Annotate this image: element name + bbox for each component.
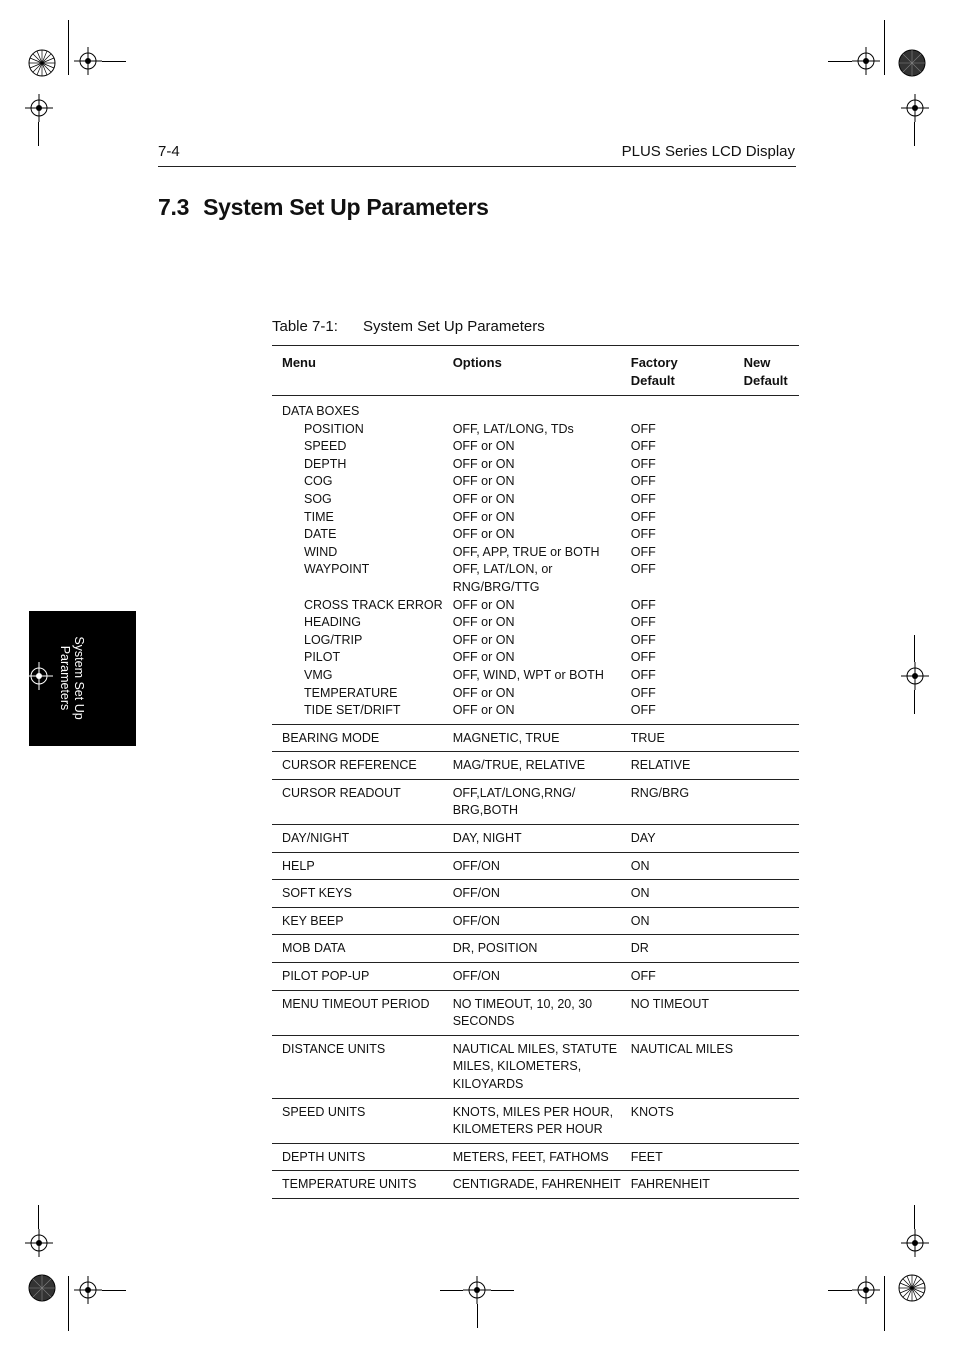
chapter-side-tab-label: System Set Up Parameters [58,636,86,720]
header-rule [158,166,796,167]
registration-mark [25,1229,53,1257]
crop-line [914,635,915,662]
data-box-item-options: OFF, APP, TRUE or BOTH [452,544,600,559]
factory-default-cell: FAHRENHEIT [621,1171,734,1199]
registration-mark [852,1276,880,1304]
crop-line [38,1205,39,1229]
data-box-item-factory-default: OFF [630,527,656,542]
options-cell: OFF/ON [443,963,621,991]
data-box-item-menu: POSITION [304,421,364,436]
options-cell: MAGNETIC, TRUE [443,724,621,752]
new-default-cell [734,935,799,963]
rosette-target [28,1274,56,1302]
data-box-item-options: OFF, LAT/LONG, TDs [452,421,574,436]
factory-default-cell: KNOTS [621,1098,734,1143]
crop-line [68,20,69,75]
options-cell: CENTIGRADE, FAHRENHEIT [443,1171,621,1199]
new-default-cell [734,1098,799,1143]
column-header-factory-default: Factory Default [621,346,734,396]
data-box-item-factory-default: OFF [630,667,656,682]
data-box-item-factory-default: OFF [630,509,656,524]
menu-cell: SPEED UNITS [272,1098,443,1143]
column-header-options: Options [443,346,621,396]
data-box-item-factory-default: OFF [630,474,656,489]
table-row-data-boxes [272,396,799,725]
menu-cell: CURSOR READOUT [272,779,443,824]
crop-line [477,1304,478,1328]
table-row [272,852,799,880]
data-box-item-options: OFF, WIND, WPT or BOTH [452,667,604,682]
factory-default-cell: ON [621,852,734,880]
data-box-item-factory-default: OFF [630,421,656,436]
table-row [272,880,799,908]
menu-cell: HELP [272,852,443,880]
data-box-item-factory-default: OFF [630,456,656,471]
registration-mark [463,1276,491,1304]
page-number: 7-4 [158,143,180,160]
running-header-title: PLUS Series LCD Display [621,143,795,160]
factory-default-cell: ON [621,907,734,935]
options-cell: OFF/ON [443,852,621,880]
table-row [272,1143,799,1171]
data-box-item-menu: VMG [304,667,333,682]
data-box-item-options: OFF or ON [452,439,515,454]
factory-default-cell: RNG/BRG [621,779,734,824]
table-row [272,825,799,853]
options-cell: MAG/TRUE, RELATIVE [443,752,621,780]
column-header-new-default: New Default [734,346,799,396]
data-box-item-options: OFF or ON [452,703,515,718]
data-box-item-menu: DATE [304,527,337,542]
data-box-item-menu: PILOT [304,650,341,665]
crop-line [68,1276,69,1331]
menu-cell: CURSOR REFERENCE [272,752,443,780]
table-caption-label: Table 7-1: [272,318,338,335]
new-default-cell [734,990,799,1035]
data-box-item-factory-default: OFF [630,439,656,454]
menu-cell: SOFT KEYS [272,880,443,908]
registration-mark [25,94,53,122]
menu-cell: PILOT POP-UP [272,963,443,991]
data-box-item-factory-default: OFF [630,544,656,559]
factory-default-cell: RELATIVE [621,752,734,780]
factory-default-cell: TRUE [621,724,734,752]
factory-default-cell [621,396,734,725]
table-caption [272,318,545,335]
data-box-item-factory-default: OFF [630,703,656,718]
data-box-item-factory-default: OFF [630,632,656,647]
crop-line [102,1290,126,1291]
crop-line [102,61,126,62]
data-box-item-menu: TIME [304,509,334,524]
registration-mark [74,47,102,75]
parameters-table [272,345,799,1199]
rosette-target [898,1274,926,1302]
options-cell [443,396,621,725]
menu-cell: DISTANCE UNITS [272,1035,443,1098]
factory-default-cell: NO TIMEOUT [621,990,734,1035]
table-row [272,1171,799,1199]
crop-line [38,122,39,146]
new-default-cell [734,779,799,824]
data-box-item-factory-default: OFF [630,491,656,506]
data-box-item-menu: TEMPERATURE [304,685,398,700]
data-box-item-factory-default: OFF [630,562,656,577]
table-row [272,752,799,780]
registration-mark [852,47,880,75]
rosette-target [28,49,56,77]
data-box-item-menu: SOG [304,491,332,506]
table-row [272,779,799,824]
options-cell: DR, POSITION [443,935,621,963]
crop-line [914,1205,915,1229]
options-cell: OFF/ON [443,880,621,908]
new-default-cell [734,907,799,935]
new-default-cell [734,396,799,725]
menu-cell: DAY/NIGHT [272,825,443,853]
options-cell: OFF/ON [443,907,621,935]
data-box-item-options: OFF, LAT/LON, or [452,562,553,577]
options-cell: METERS, FEET, FATHOMS [443,1143,621,1171]
data-box-item-menu: CROSS TRACK ERROR [304,597,443,612]
table-row [272,724,799,752]
rosette-target [898,49,926,77]
factory-default-cell: ON [621,880,734,908]
data-box-item-menu: COG [304,474,333,489]
factory-default-cell: OFF [621,963,734,991]
section-number: 7.3 [158,194,190,220]
data-box-item-factory-default: OFF [630,597,656,612]
data-boxes-title: DATA BOXES [282,404,360,418]
data-box-item-options: OFF or ON [452,597,515,612]
crop-line [828,1290,852,1291]
data-box-item-options: OFF or ON [452,650,515,665]
table-header-row [272,346,799,396]
menu-cell: MOB DATA [272,935,443,963]
data-box-item-menu: SPEED [304,439,347,454]
data-box-item-options: OFF or ON [452,632,515,647]
data-box-item-factory-default: OFF [630,685,656,700]
section-title: System Set Up Parameters [203,194,489,220]
registration-mark [901,94,929,122]
crop-line [884,1276,885,1331]
menu-cell [272,396,443,725]
options-cell: DAY, NIGHT [443,825,621,853]
table-caption-title: System Set Up Parameters [363,318,545,335]
new-default-cell [734,825,799,853]
table-row [272,990,799,1035]
section-heading [158,194,489,221]
crop-line [884,20,885,75]
new-default-cell [734,963,799,991]
options-cell: KNOTS, MILES PER HOUR, KILOMETERS PER HOUR [443,1098,621,1143]
new-default-cell [734,752,799,780]
data-box-item-menu: TIDE SET/DRIFT [304,703,401,718]
menu-cell: MENU TIMEOUT PERIOD [272,990,443,1035]
registration-mark [901,662,929,690]
registration-mark [901,1229,929,1257]
data-box-item-menu: HEADING [304,615,361,630]
menu-cell: KEY BEEP [272,907,443,935]
crop-line [828,61,852,62]
menu-cell: BEARING MODE [272,724,443,752]
factory-default-cell: NAUTICAL MILES [621,1035,734,1098]
data-box-item-factory-default: OFF [630,615,656,630]
new-default-cell [734,1171,799,1199]
factory-default-cell: DR [621,935,734,963]
table-row [272,1035,799,1098]
data-box-item-options: OFF or ON [452,491,515,506]
data-box-item-options: OFF or ON [452,456,515,471]
data-box-item-options: RNG/BRG/TTG [452,579,540,594]
data-box-item-options: OFF or ON [452,474,515,489]
registration-mark [74,1276,102,1304]
factory-default-cell: FEET [621,1143,734,1171]
crop-line [914,690,915,714]
column-header-menu: Menu [272,346,443,396]
data-box-item-menu: LOG/TRIP [304,632,363,647]
table-row [272,907,799,935]
table-row [272,963,799,991]
registration-mark [25,662,53,690]
data-box-item-factory-default: OFF [630,650,656,665]
data-box-item-options: OFF or ON [452,615,515,630]
menu-cell: TEMPERATURE UNITS [272,1171,443,1199]
table-row [272,1098,799,1143]
data-box-item-options: OFF or ON [452,685,515,700]
new-default-cell [734,852,799,880]
menu-cell: DEPTH UNITS [272,1143,443,1171]
new-default-cell [734,724,799,752]
factory-default-cell: DAY [621,825,734,853]
options-cell: NAUTICAL MILES, STATUTE MILES, KILOMETERS, KILOYARDS [443,1035,621,1098]
data-box-item-menu: DEPTH [304,456,347,471]
options-cell: NO TIMEOUT, 10, 20, 30 SECONDS [443,990,621,1035]
crop-line [491,1290,514,1291]
new-default-cell [734,1035,799,1098]
table-row [272,935,799,963]
crop-line [914,122,915,146]
data-box-item-menu: WIND [304,544,338,559]
options-cell: OFF,LAT/LONG,RNG/ BRG,BOTH [443,779,621,824]
new-default-cell [734,1143,799,1171]
data-box-item-options: OFF or ON [452,509,515,524]
new-default-cell [734,880,799,908]
crop-line [440,1290,463,1291]
data-box-item-options: OFF or ON [452,527,515,542]
data-box-item-menu: WAYPOINT [304,562,370,577]
